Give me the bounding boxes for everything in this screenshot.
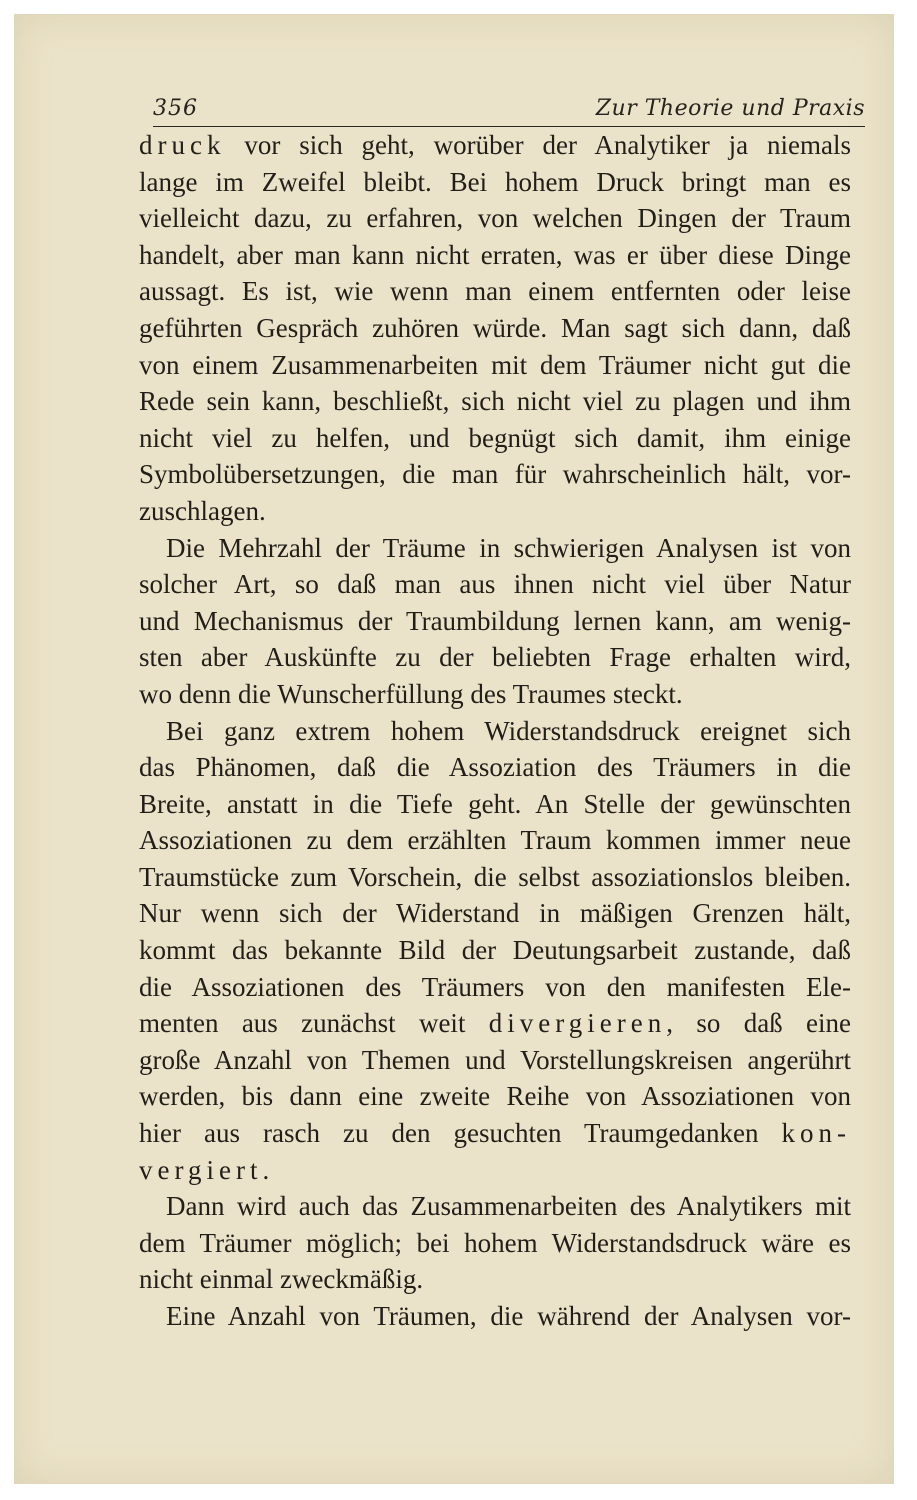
text-line: Die Mehrzahl der Träume in schwierigen Analysen ist von xyxy=(166,532,851,563)
page-header xyxy=(153,90,865,127)
text-line: werden, bis dann eine zweite Reihe von Assoziationen von xyxy=(139,1081,851,1112)
text-line: druck vor sich geht, worüber der Analytiker ja niemals xyxy=(139,130,851,160)
text-line: wo denn die Wunscherfüllung des Traumes steckt. xyxy=(139,678,683,709)
text-line: handelt, aber man kann nicht erraten, was er über diese Dinge xyxy=(139,239,851,270)
spaced-word: druck xyxy=(139,130,226,160)
spaced-word: divergieren xyxy=(488,1008,667,1039)
text-line: große Anzahl von Themen und Vorstellungskreisen angerührt xyxy=(139,1044,851,1075)
spaced-word: kon- xyxy=(781,1118,851,1149)
paragraph xyxy=(139,1298,851,1335)
text-line: Nur wenn sich der Widerstand in mäßigen Grenzen hält, xyxy=(139,898,851,929)
text-line: zuschlagen. xyxy=(139,495,266,526)
running-title: Zur Theorie und Praxis xyxy=(595,96,865,121)
text-line: solcher Art, so daß man aus ihnen nicht viel über Natur xyxy=(139,569,851,600)
text-line: kommt das bekannte Bild der Deutungsarbeit zustande, daß xyxy=(139,935,851,966)
text-line: vergiert. xyxy=(139,1154,270,1185)
paragraph xyxy=(139,713,851,1189)
text-line: die Assoziationen des Träumers von den manifesten Ele- xyxy=(139,971,851,1002)
text-line: Assoziationen zu dem erzählten Traum kommen immer neue xyxy=(139,825,851,856)
text-line: und Mechanismus der Traumbildung lernen kann, am wenig- xyxy=(139,605,851,636)
spaced-word: vergiert xyxy=(139,1154,263,1185)
text-line: Breite, anstatt in die Tiefe geht. An Stelle der gewünschten xyxy=(139,788,851,819)
text-line: dem Träumer möglich; bei hohem Widerstandsdruck wäre es xyxy=(139,1227,851,1258)
text-line: nicht einmal zweckmäßig. xyxy=(139,1264,424,1295)
text-line: Dann wird auch das Zusammenarbeiten des Analytikers mit xyxy=(166,1191,851,1222)
text-line: lange im Zweifel bleibt. Bei hohem Druck bringt man es xyxy=(139,166,851,197)
text-line: Traumstücke zum Vorschein, die selbst assoziationslos bleiben. xyxy=(139,861,851,892)
body-text xyxy=(139,127,851,1335)
text-line: nicht viel zu helfen, und begnügt sich damit, ihm einige xyxy=(139,422,851,453)
text-line: sten aber Auskünfte zu der beliebten Frage erhalten wird, xyxy=(139,642,851,673)
page-number: 356 xyxy=(153,96,198,121)
text-line: menten aus zunächst weit divergieren, so daß eine xyxy=(139,1008,851,1039)
text-line: von einem Zusammenarbeiten mit dem Träumer nicht gut die xyxy=(139,349,851,380)
text-line: Eine Anzahl von Träumen, die während der Analysen vor- xyxy=(166,1301,851,1331)
text-line: geführten Gespräch zuhören würde. Man sagt sich dann, daß xyxy=(139,312,851,343)
text-line: aussagt. Es ist, wie wenn man einem entfernten oder leise xyxy=(139,276,851,307)
text-line: das Phänomen, daß die Assoziation des Träumers in die xyxy=(139,752,851,783)
paragraph xyxy=(139,1188,851,1298)
text-line: hier aus rasch zu den gesuchten Traumgedanken kon- xyxy=(139,1118,851,1149)
text-line: vielleicht dazu, zu erfahren, von welchen Dingen der Traum xyxy=(139,203,851,234)
paragraph xyxy=(139,127,851,530)
text-line: Symbolübersetzungen, die man für wahrscheinlich hält, vor- xyxy=(139,459,851,490)
text-line: Rede sein kann, beschließt, sich nicht viel zu plagen und ihm xyxy=(139,386,851,417)
text-line: Bei ganz extrem hohem Widerstandsdruck ereignet sich xyxy=(166,715,851,746)
paragraph xyxy=(139,530,851,713)
